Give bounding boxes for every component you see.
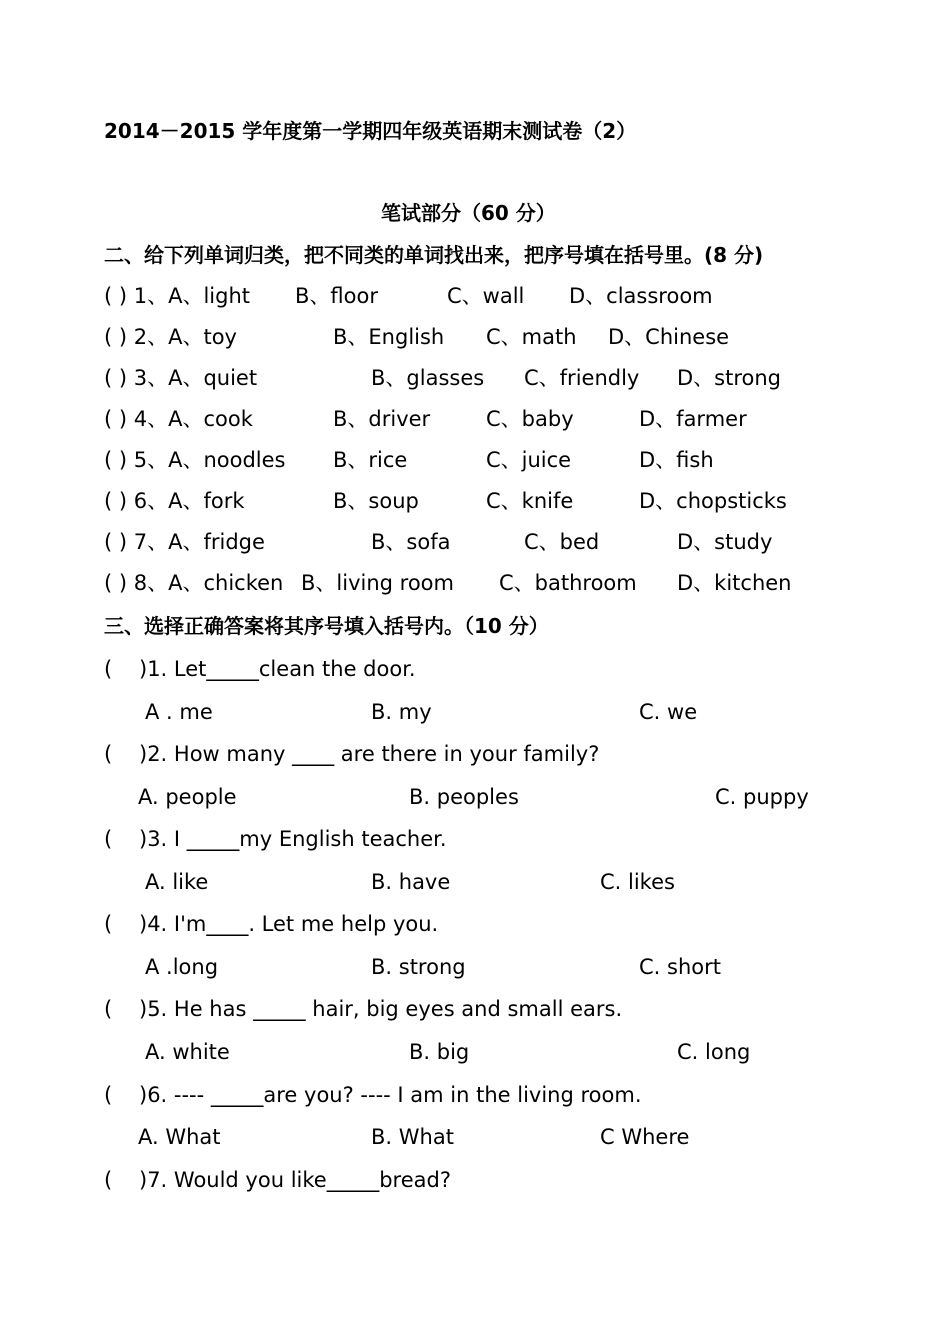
s2-row [0,281,950,311]
s2-row [0,322,950,352]
option-c: C. likes [600,870,675,894]
option-b: B. have [371,870,451,894]
s2-item-d: D、study [677,530,773,554]
section3-heading: 三、选择正确答案将其序号填入括号内。（10 分） [104,614,549,638]
s3-question [0,739,950,769]
option-a: A .long [145,955,219,979]
answer-bracket: ( [104,1083,113,1107]
s2-item-b: B、glasses [371,366,485,390]
s2-item-b: B、English [333,325,445,349]
s2-item-c: C、bed [524,530,600,554]
s2-item-d: D、chopsticks [639,489,787,513]
s2-item-a: ( ) 3、A、quiet [104,366,258,390]
answer-bracket: ( [104,912,113,936]
s3-options [0,1122,950,1152]
s3-options [0,952,950,982]
s3-question [0,994,950,1024]
s2-item-b: B、floor [295,284,378,308]
option-c: C. long [677,1040,751,1064]
s2-item-c: C、bathroom [499,571,637,595]
option-a: A. people [138,785,237,809]
s2-item-d: D、kitchen [677,571,792,595]
s2-item-d: D、strong [677,366,782,390]
option-a: A. like [145,870,209,894]
s2-item-b: B、sofa [371,530,451,554]
s2-item-c: C、baby [486,407,574,431]
s2-item-c: C、friendly [524,366,640,390]
doc-title-line [0,116,950,146]
s2-row [0,486,950,516]
answer-bracket: ( [104,827,113,851]
s2-item-b: B、rice [333,448,408,472]
s3-options [0,1037,950,1067]
question-text: )7. Would you like_____bread? [139,1168,451,1192]
option-c: C Where [600,1125,690,1149]
option-b: B. my [371,700,432,724]
s2-item-b: B、living room [301,571,454,595]
option-c: C. puppy [715,785,809,809]
s2-item-c: C、knife [486,489,574,513]
s2-item-a: ( ) 2、A、toy [104,325,237,349]
s2-item-d: D、fish [639,448,714,472]
option-b: B. What [371,1125,454,1149]
s2-item-c: C、juice [486,448,572,472]
question-text: )3. I _____my English teacher. [139,827,447,851]
option-b: B. big [409,1040,470,1064]
s3-options [0,867,950,897]
s3-question [0,1080,950,1110]
option-b: B. strong [371,955,466,979]
question-text: )5. He has _____ hair, big eyes and small ears. [139,997,623,1021]
question-text: )1. Let_____clean the door. [139,657,416,681]
question-text: )4. I'm____. Let me help you. [139,912,439,936]
s2-item-a: ( ) 6、A、fork [104,489,245,513]
section3-heading-line [0,611,950,641]
section2-heading: 二、给下列单词归类，把不同类的单词找出来，把序号填在括号里。(8 分) [104,243,764,267]
option-a: A . me [145,700,213,724]
option-c: C. we [639,700,698,724]
s2-item-b: B、soup [333,489,419,513]
s3-question [0,654,950,684]
question-text: )6. ---- _____are you? ---- I am in the living room. [139,1083,642,1107]
s2-item-c: C、math [486,325,577,349]
s2-item-b: B、driver [333,407,431,431]
s3-question [0,1165,950,1195]
answer-bracket: ( [104,657,113,681]
option-b: B. peoples [409,785,519,809]
s3-question [0,909,950,939]
subtitle: 笔试部分（60 分） [381,201,556,225]
s2-item-a: ( ) 7、A、fridge [104,530,265,554]
answer-bracket: ( [104,742,113,766]
s2-row [0,404,950,434]
option-a: A. What [138,1125,221,1149]
s3-options [0,697,950,727]
s2-row [0,445,950,475]
answer-bracket: ( [104,997,113,1021]
s3-options [0,782,950,812]
s2-item-d: D、farmer [639,407,747,431]
s2-row [0,568,950,598]
option-c: C. short [639,955,721,979]
section2-heading-line [0,240,950,270]
s3-question [0,824,950,854]
option-a: A. white [145,1040,230,1064]
s2-item-a: ( ) 1、A、light [104,284,251,308]
s2-row [0,527,950,557]
s2-row [0,363,950,393]
s2-item-a: ( ) 5、A、noodles [104,448,286,472]
s2-item-c: C、wall [447,284,525,308]
subtitle-line [0,198,950,228]
s2-item-a: ( ) 4、A、cook [104,407,253,431]
question-text: )2. How many ____ are there in your family? [139,742,600,766]
s2-item-d: D、Chinese [608,325,730,349]
s2-item-a: ( ) 8、A、chicken [104,571,284,595]
s2-item-d: D、classroom [569,284,713,308]
doc-title: 2014－2015 学年度第一学期四年级英语期末测试卷（2） [104,119,637,143]
answer-bracket: ( [104,1168,113,1192]
